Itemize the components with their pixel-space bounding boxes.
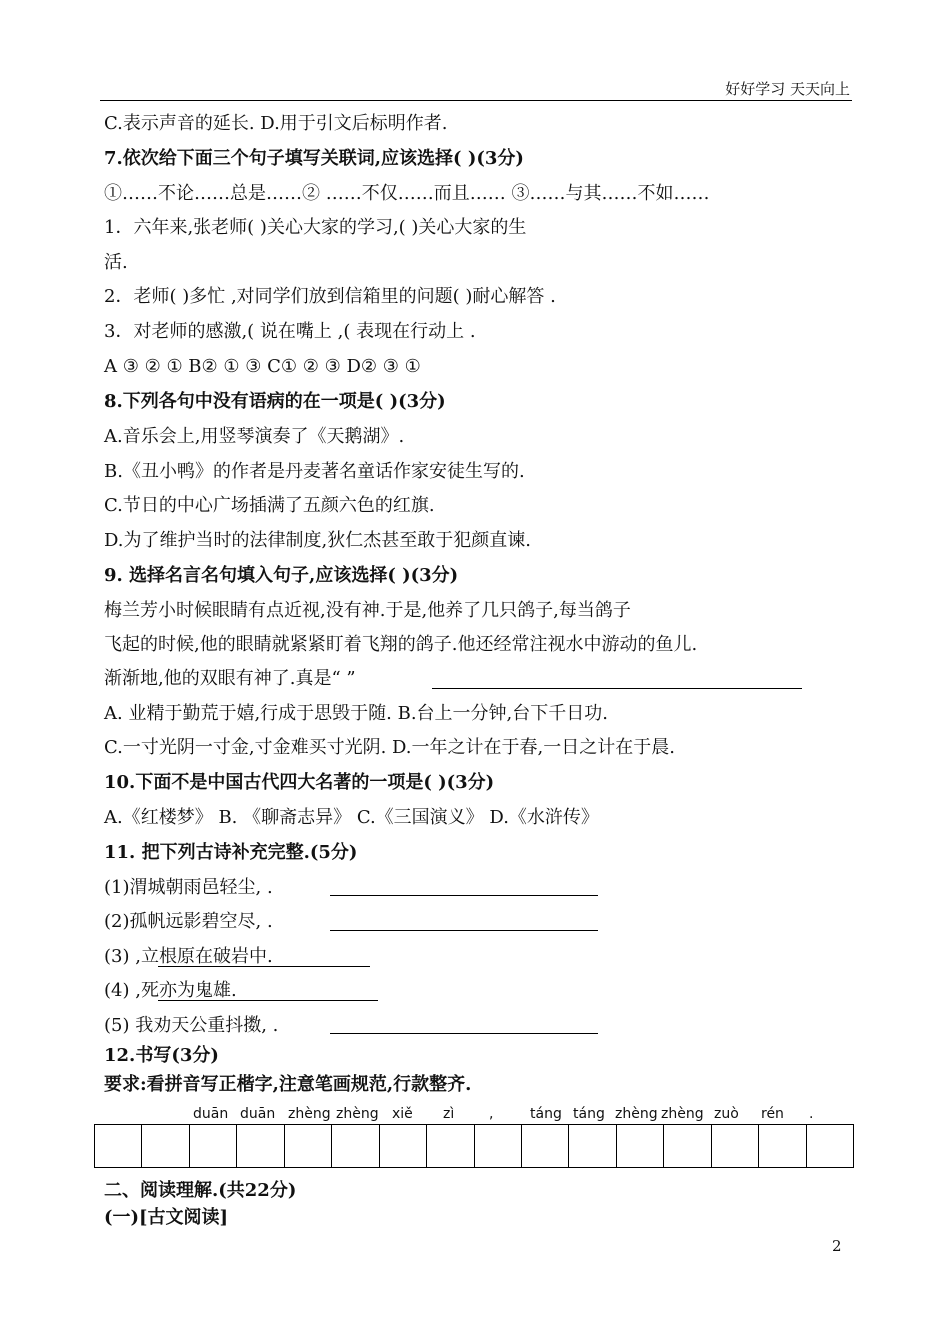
pinyin-label: táng <box>530 1106 562 1122</box>
option-line: B.《丑小鸭》的作者是丹麦著名童话作家安徒生写的. <box>104 461 525 482</box>
answer-blank <box>330 1033 598 1034</box>
pinyin-label: táng <box>573 1106 605 1122</box>
writing-cell[interactable] <box>569 1125 616 1167</box>
pinyin-label: . <box>809 1106 814 1122</box>
text-line: 1．六年来,张老师( )关心大家的学习,( )关心大家的生 <box>104 217 527 238</box>
question-9-title: 9. 选择名言名句填入句子,应该选择( )(3分) <box>104 565 459 586</box>
writing-cell[interactable] <box>332 1125 379 1167</box>
writing-cell[interactable] <box>285 1125 332 1167</box>
section-2-title: 二、阅读理解.(共22分) <box>104 1180 297 1201</box>
text-line: ①……不论……总是……② ……不仅……而且…… ③……与其……不如…… <box>104 183 710 204</box>
passage-line: 渐渐地,他的双眼有神了.真是“ ” <box>104 668 356 689</box>
writing-cell[interactable] <box>380 1125 427 1167</box>
pinyin-label: , <box>489 1106 494 1122</box>
option-line: C.节日的中心广场插满了五颜六色的红旗. <box>104 495 435 516</box>
answer-blank <box>158 1000 378 1001</box>
question-10-title: 10.下面不是中国古代四大名著的一项是( )(3分) <box>104 772 495 793</box>
pinyin-label: duān <box>240 1106 276 1122</box>
answer-blank <box>158 966 370 967</box>
writing-cell[interactable] <box>427 1125 474 1167</box>
question-7-options: A ③ ② ① B② ① ③ C① ② ③ D② ③ ① <box>104 356 421 377</box>
subsection-title: (一)[古文阅读] <box>104 1207 229 1228</box>
question-8-title: 8.下列各句中没有语病的在一项是( )(3分) <box>104 391 446 412</box>
writing-cell[interactable] <box>190 1125 237 1167</box>
poem-line: (1)渭城朝雨邑轻尘, . <box>104 877 273 898</box>
pinyin-label: zì <box>443 1106 455 1122</box>
pinyin-label: zhèng <box>661 1106 704 1122</box>
writing-cell[interactable] <box>142 1125 189 1167</box>
writing-cell[interactable] <box>617 1125 664 1167</box>
option-line: A.《红楼梦》 B. 《聊斋志异》 C.《三国演义》 D.《水浒传》 <box>104 807 599 828</box>
writing-cell[interactable] <box>237 1125 284 1167</box>
poem-line: (2)孤帆远影碧空尽, . <box>104 911 273 932</box>
answer-blank <box>330 930 598 931</box>
text-line: 2．老师( )多忙 ,对同学们放到信箱里的问题( )耐心解答 . <box>104 286 556 307</box>
pinyin-label: zuò <box>714 1106 739 1122</box>
option-line: A. 业精于勤荒于嬉,行成于思毁于随. B.台上一分钟,台下千日功. <box>104 703 608 724</box>
question-12-title: 12.书写(3分) <box>104 1045 219 1066</box>
pinyin-label: rén <box>761 1106 784 1122</box>
passage-line: 飞起的时候,他的眼睛就紧紧盯着飞翔的鸽子.他还经常注视水中游动的鱼儿. <box>104 634 698 655</box>
poem-line: (4) ,死亦为鬼雄. <box>104 980 237 1001</box>
writing-cell[interactable] <box>664 1125 711 1167</box>
pinyin-label: duān <box>193 1106 229 1122</box>
page-number: 2 <box>832 1237 842 1255</box>
pinyin-label: zhèng <box>336 1106 379 1122</box>
writing-cell[interactable] <box>522 1125 569 1167</box>
option-line: D.为了维护当时的法律制度,狄仁杰甚至敢于犯颜直谏. <box>104 530 531 551</box>
question-7-title: 7.依次给下面三个句子填写关联词,应该选择( )(3分) <box>104 148 524 169</box>
question-12-requirement: 要求:看拼音写正楷字,注意笔画规范,行款整齐. <box>104 1074 472 1095</box>
writing-cell[interactable] <box>712 1125 759 1167</box>
header-rule <box>100 100 852 101</box>
passage-line: 梅兰芳小时候眼睛有点近视,没有神.于是,他养了几只鸽子,每当鸽子 <box>104 600 631 621</box>
writing-cell[interactable] <box>95 1125 142 1167</box>
text-line: 3．对老师的感激,( 说在嘴上 ,( 表现在行动上 . <box>104 321 476 342</box>
poem-line: (5) 我劝天公重抖擞, . <box>104 1015 279 1036</box>
writing-cell[interactable] <box>807 1125 853 1167</box>
option-line: C.一寸光阴一寸金,寸金难买寸光阴. D.一年之计在于春,一日之计在于晨. <box>104 737 675 758</box>
pinyin-label: xiě <box>392 1106 413 1122</box>
question-11-title: 11. 把下列古诗补充完整.(5分) <box>104 842 358 863</box>
pinyin-label: zhèng <box>615 1106 658 1122</box>
writing-cell[interactable] <box>759 1125 806 1167</box>
page-header: 好好学习 天天向上 <box>725 80 850 98</box>
text-line: C.表示声音的延长. D.用于引文后标明作者. <box>104 113 448 134</box>
writing-cell[interactable] <box>475 1125 522 1167</box>
pinyin-label: zhèng <box>288 1106 331 1122</box>
writing-grid <box>94 1124 854 1168</box>
poem-line: (3) ,立根原在破岩中. <box>104 946 273 967</box>
text-line: 活. <box>104 252 128 273</box>
answer-blank <box>432 688 802 689</box>
option-line: A.音乐会上,用竖琴演奏了《天鹅湖》. <box>104 426 405 447</box>
answer-blank <box>330 895 598 896</box>
